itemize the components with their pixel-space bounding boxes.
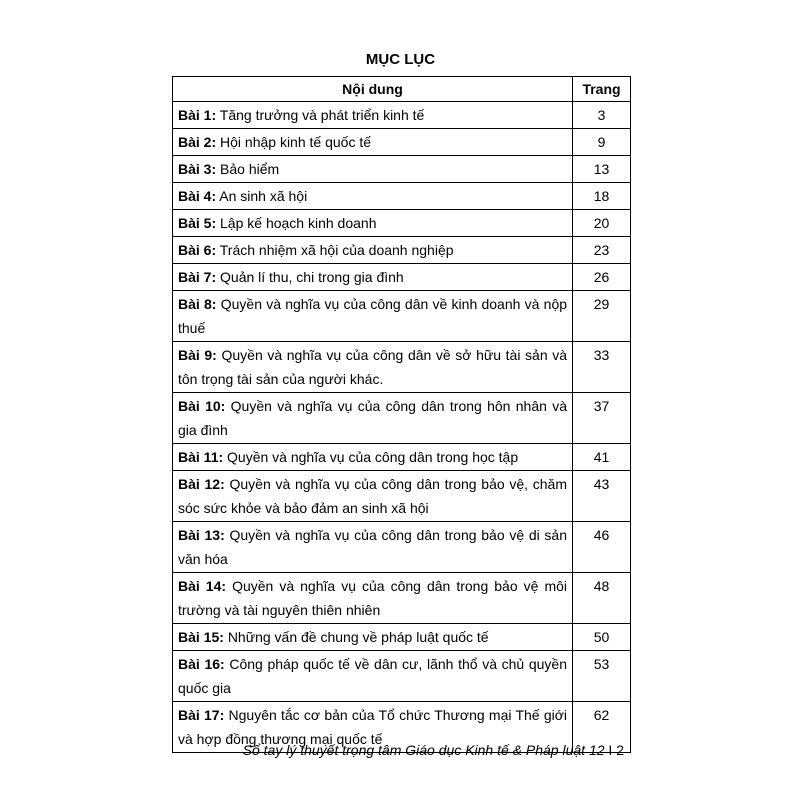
toc-body xyxy=(173,102,631,753)
toc-page-number: 20 xyxy=(573,210,631,237)
page-title: MỤC LỤC xyxy=(365,51,436,68)
toc-row xyxy=(173,651,631,702)
toc-page-number: 46 xyxy=(573,522,631,573)
lesson-title: Quyền và nghĩa vụ của công dân về kinh doanh và nộp thuế xyxy=(178,296,568,336)
lesson-title: Những vấn đề chung về pháp luật quốc tế xyxy=(227,629,489,645)
footer-page-number: 2 xyxy=(616,742,624,758)
lesson-title: Nguyên tắc cơ bản của Tổ chức Thương mại Thế giới và hợp đồng thương mại quốc tế xyxy=(178,707,568,747)
toc-page-number: 53 xyxy=(573,651,631,702)
footer-separator: I xyxy=(608,742,613,758)
toc-row xyxy=(173,342,631,393)
lesson-label: Bài 1: xyxy=(178,107,217,123)
toc-page-number: 3 xyxy=(573,102,631,129)
toc-row xyxy=(173,102,631,129)
lesson-title: An sinh xã hội xyxy=(219,188,308,204)
lesson-title: Quyền và nghĩa vụ của công dân trong học tập xyxy=(227,449,519,465)
page-column-header: Trang xyxy=(573,77,631,102)
lesson-label: Bài 2: xyxy=(178,134,217,150)
toc-entry xyxy=(173,129,573,156)
lesson-title: Quyền và nghĩa vụ của công dân trong bảo vệ môi trường và tài nguyên thiên nhiên xyxy=(178,578,568,618)
toc-row xyxy=(173,129,631,156)
lesson-title: Quyền và nghĩa vụ của công dân trong bảo vệ di sản văn hóa xyxy=(178,527,568,567)
toc-entry xyxy=(173,393,573,444)
toc-entry xyxy=(173,444,573,471)
lesson-title: Quyền và nghĩa vụ của công dân trong hôn nhân và gia đình xyxy=(178,398,567,438)
toc-page-number: 9 xyxy=(573,129,631,156)
toc-entry xyxy=(173,342,573,393)
toc-row xyxy=(173,210,631,237)
lesson-label: Bài 9: xyxy=(178,347,217,363)
lesson-label: Bài 4: xyxy=(178,188,217,204)
toc-row xyxy=(173,264,631,291)
toc-page-number: 29 xyxy=(573,291,631,342)
toc-entry xyxy=(173,210,573,237)
lesson-label: Bài 12: xyxy=(178,476,225,492)
lesson-title: Bảo hiểm xyxy=(220,161,280,177)
footer-book-title: Sổ tay lý thuyết trọng tâm Giáo dục Kinh tế & Pháp luật 12 xyxy=(242,742,605,758)
toc-page-number: 41 xyxy=(573,444,631,471)
toc-page-number: 37 xyxy=(573,393,631,444)
lesson-label: Bài 3: xyxy=(178,161,217,177)
toc-page-number: 43 xyxy=(573,471,631,522)
toc-entry xyxy=(173,291,573,342)
lesson-label: Bài 15: xyxy=(178,629,224,645)
lesson-label: Bài 10: xyxy=(178,398,226,414)
toc-page-number: 50 xyxy=(573,624,631,651)
toc-page-number: 33 xyxy=(573,342,631,393)
toc-header-row xyxy=(173,77,631,102)
page-footer xyxy=(243,742,624,758)
lesson-title: Quyền và nghĩa vụ của công dân trong bảo vệ, chăm sóc sức khỏe và bảo đảm an sinh xã hội xyxy=(178,476,568,516)
toc-entry xyxy=(173,237,573,264)
toc-entry xyxy=(173,471,573,522)
lesson-label: Bài 17: xyxy=(178,707,225,723)
toc-page-number: 13 xyxy=(573,156,631,183)
toc-entry xyxy=(173,651,573,702)
content-column-header: Nội dung xyxy=(173,77,573,102)
lesson-title: Tăng trưởng và phát triển kinh tế xyxy=(219,107,425,123)
toc-row xyxy=(173,573,631,624)
table-of-contents xyxy=(172,76,631,753)
toc-entry xyxy=(173,156,573,183)
toc-page-number: 26 xyxy=(573,264,631,291)
toc-entry xyxy=(173,102,573,129)
lesson-label: Bài 16: xyxy=(178,656,225,672)
toc-row xyxy=(173,522,631,573)
toc-entry xyxy=(173,522,573,573)
lesson-title: Hội nhập kinh tế quốc tế xyxy=(220,134,372,150)
lesson-label: Bài 8: xyxy=(178,296,217,312)
toc-entry xyxy=(173,183,573,210)
toc-row xyxy=(173,291,631,342)
lesson-title: Công pháp quốc tế về dân cư, lãnh thổ và chủ quyền quốc gia xyxy=(178,656,567,696)
lesson-label: Bài 13: xyxy=(178,527,225,543)
toc-entry xyxy=(173,624,573,651)
toc-row xyxy=(173,156,631,183)
toc-page-number: 23 xyxy=(573,237,631,264)
toc-row xyxy=(173,444,631,471)
toc-page-number: 48 xyxy=(573,573,631,624)
toc-entry xyxy=(173,573,573,624)
toc-row xyxy=(173,624,631,651)
lesson-title: Quyền và nghĩa vụ của công dân về sở hữu tài sản và tôn trọng tài sản của người khác. xyxy=(178,347,568,387)
lesson-title: Lập kế hoạch kinh doanh xyxy=(220,215,377,231)
toc-row xyxy=(173,471,631,522)
lesson-title: Quản lí thu, chi trong gia đình xyxy=(220,269,404,285)
lesson-label: Bài 14: xyxy=(178,578,227,594)
toc-entry xyxy=(173,264,573,291)
lesson-label: Bài 6: xyxy=(178,242,217,258)
lesson-label: Bài 5: xyxy=(178,215,217,231)
toc-page-number: 18 xyxy=(573,183,631,210)
toc-row xyxy=(173,393,631,444)
lesson-title: Trách nhiệm xã hội của doanh nghiệp xyxy=(219,242,454,258)
toc-row xyxy=(173,237,631,264)
toc-row xyxy=(173,183,631,210)
toc-page-number: 62 xyxy=(573,702,631,753)
lesson-label: Bài 7: xyxy=(178,269,217,285)
lesson-label: Bài 11: xyxy=(178,449,224,465)
